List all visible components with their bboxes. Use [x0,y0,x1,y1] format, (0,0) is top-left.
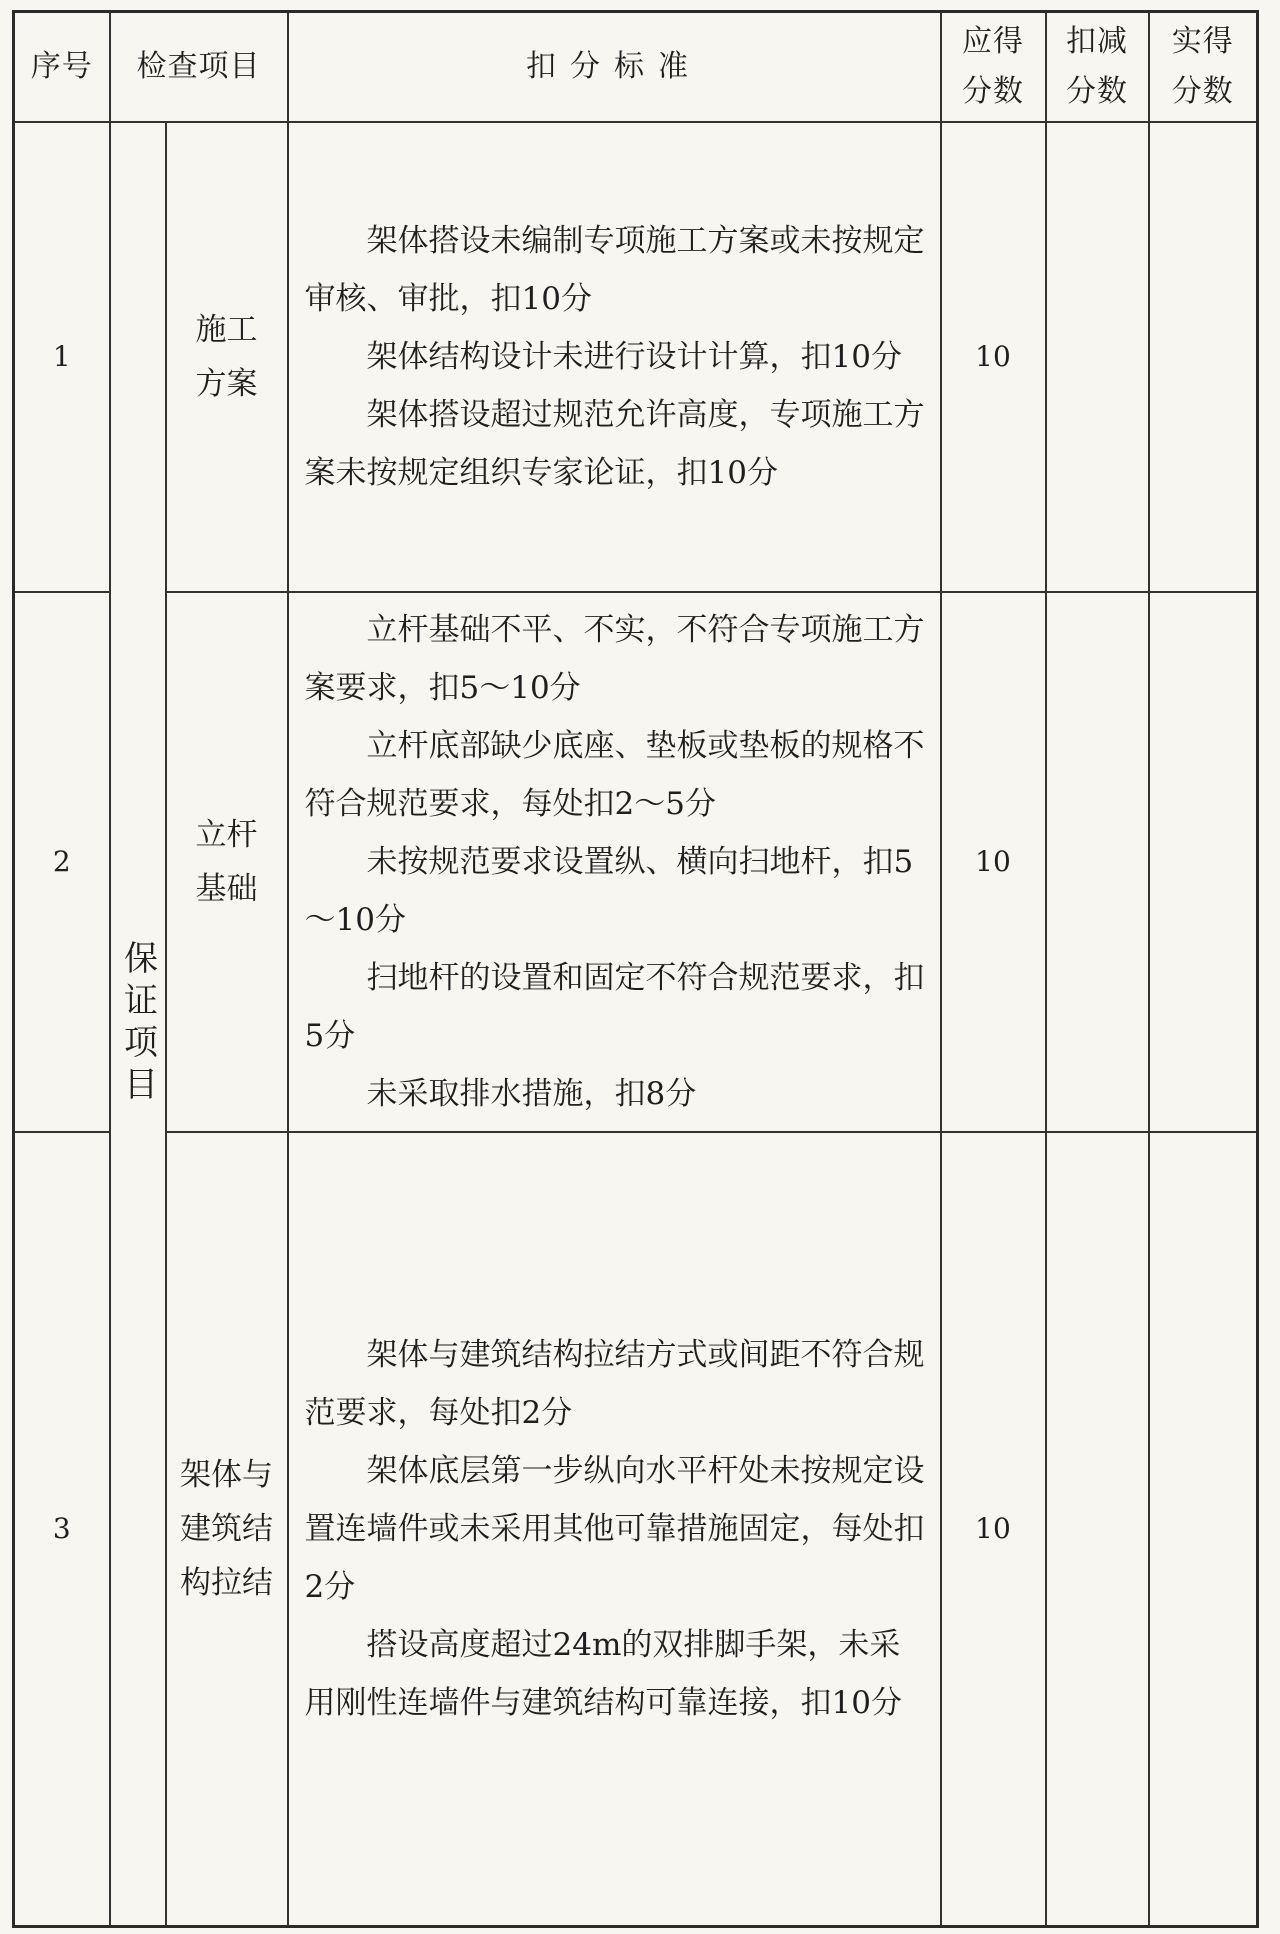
header-actual-score [1149,12,1258,122]
row-actual-score[interactable] [1149,592,1258,1132]
row-deduct-score[interactable] [1046,592,1149,1132]
row-check-item-line: 架体与 [180,1456,273,1493]
header-deduct-score-line1: 扣减 [1066,23,1128,59]
row-check-item [166,592,288,1132]
header-standard-text: 扣分标准 [526,48,702,84]
row-seq: 3 [14,1132,110,1927]
row-actual-score[interactable] [1149,1132,1258,1927]
header-seq: 序号 [14,12,110,122]
criteria-item: 架体与建筑结构拉结方式或间距不符合规范要求，每处扣2分 [304,1336,925,1431]
header-due-score-line2: 分数 [962,73,1024,109]
header-check-item: 检查项目 [110,12,288,122]
header-standard [288,12,941,122]
criteria-item: 未按规范要求设置纵、横向扫地杆，扣5～10分 [304,843,914,938]
header-row [14,12,1258,122]
group-label: 保证项目 [110,122,166,1927]
header-due-score [941,12,1046,122]
row-criteria [288,592,941,1132]
row-criteria [288,1132,941,1927]
row-actual-score[interactable] [1149,122,1258,592]
header-actual-score-line2: 分数 [1171,73,1234,109]
row-check-item [166,122,288,592]
row-seq: 2 [14,592,110,1132]
row-check-item-line: 立杆 [195,816,258,853]
inspection-table [12,10,1259,1928]
header-deduct-score-line2: 分数 [1066,73,1128,109]
row-check-item-line: 方案 [195,365,258,402]
row-check-item [166,1132,288,1927]
criteria-item: 架体底层第一步纵向水平杆处未按规定设置连墙件或未采用其他可靠措施固定，每处扣2分 [304,1452,925,1605]
criteria-item: 架体搭设未编制专项施工方案或未按规定审核、审批，扣10分 [304,222,925,317]
criteria-item: 搭设高度超过24m的双排脚手架，未采用刚性连墙件与建筑结构可靠连接，扣10分 [304,1626,902,1721]
table-row [14,122,1258,592]
row-due-score: 10 [941,122,1046,592]
header-actual-score-line1: 实得 [1171,23,1234,59]
row-check-item-line: 基础 [195,870,258,907]
header-deduct-score [1046,12,1149,122]
row-due-score: 10 [941,1132,1046,1927]
criteria-item: 立杆底部缺少底座、垫板或垫板的规格不符合规范要求，每处扣2～5分 [304,727,925,822]
criteria-item: 立杆基础不平、不实，不符合专项施工方案要求，扣5～10分 [304,611,925,706]
criteria-item: 架体搭设超过规范允许高度，专项施工方案未按规定组织专家论证，扣10分 [304,396,925,491]
row-due-score: 10 [941,592,1046,1132]
row-deduct-score[interactable] [1046,1132,1149,1927]
row-check-item-line: 建筑结 [180,1510,273,1547]
criteria-item: 扫地杆的设置和固定不符合规范要求，扣5分 [304,959,925,1054]
table-row [14,1132,1258,1927]
row-check-item-line: 构拉结 [180,1564,273,1601]
criteria-item: 架体结构设计未进行设计计算，扣10分 [366,338,902,375]
row-criteria [288,122,941,592]
header-due-score-line1: 应得 [962,23,1024,59]
row-seq: 1 [14,122,110,592]
table-row [14,592,1258,1132]
criteria-item: 未采取排水措施，扣8分 [366,1075,697,1112]
row-check-item-line: 施工 [195,311,258,348]
row-deduct-score[interactable] [1046,122,1149,592]
